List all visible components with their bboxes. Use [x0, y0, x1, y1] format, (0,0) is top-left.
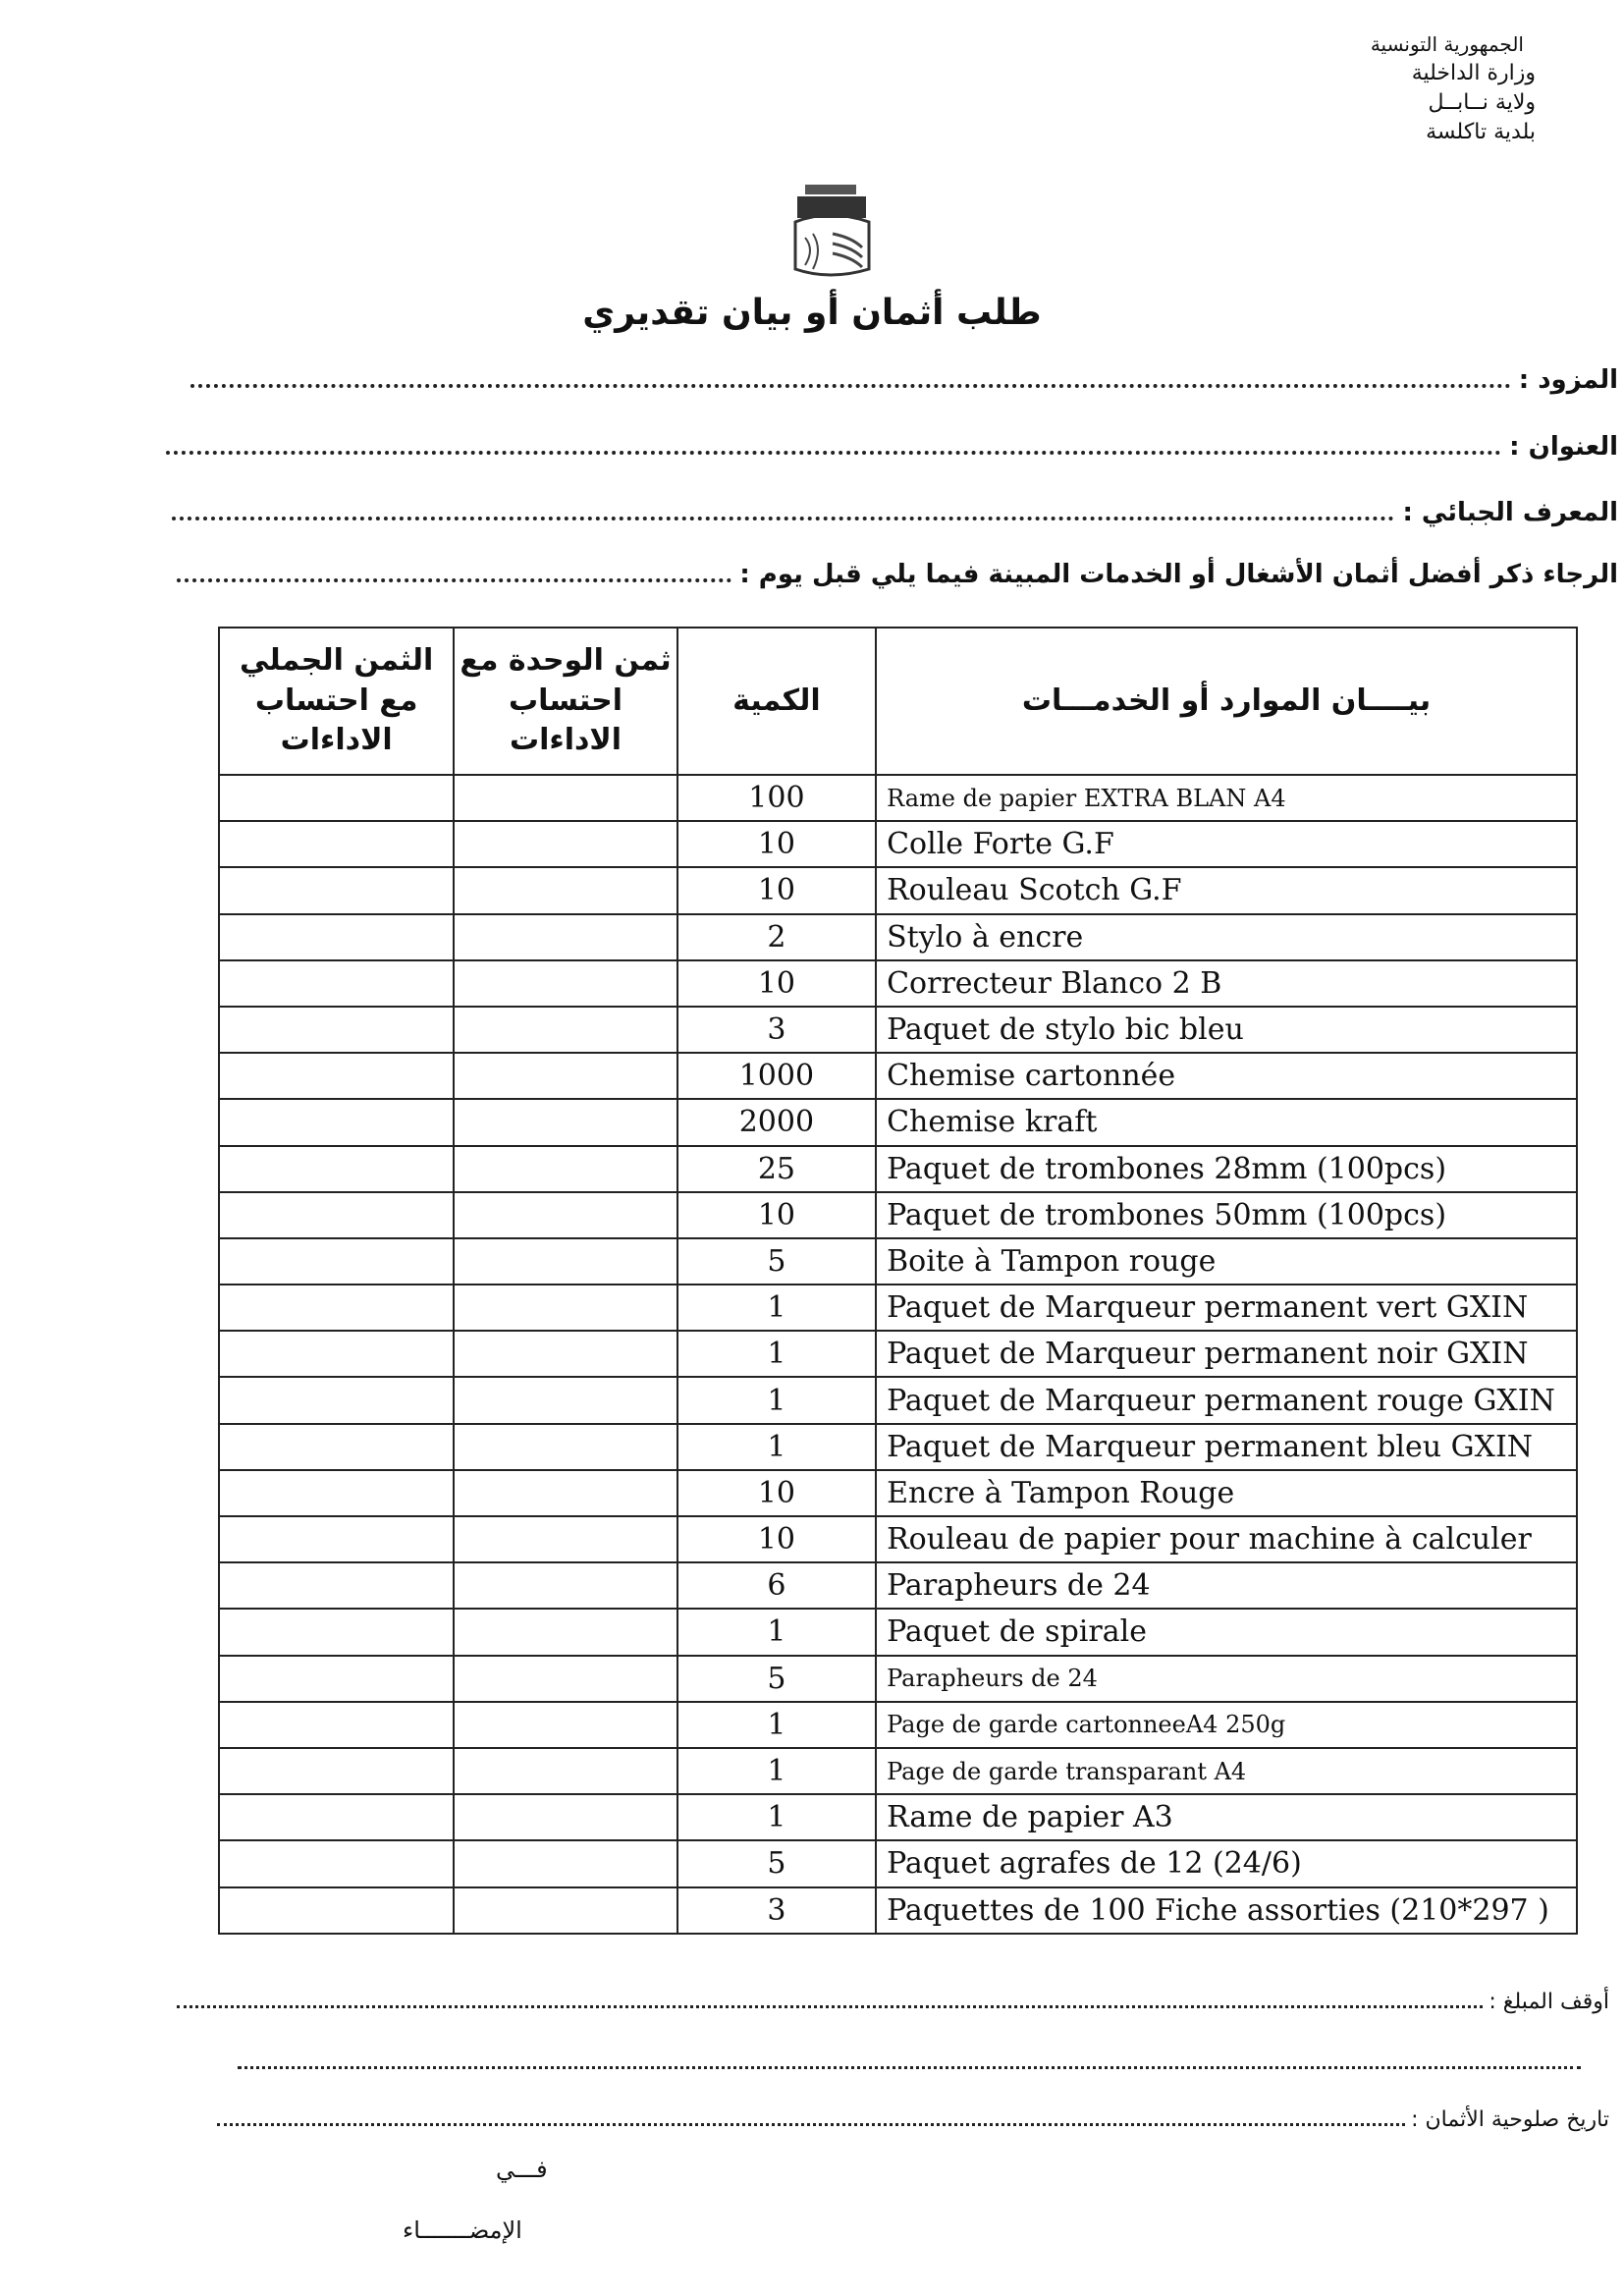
unit-price-cell[interactable] [454, 1331, 677, 1377]
items-table [218, 627, 1578, 1935]
total-price-cell[interactable] [219, 1470, 454, 1516]
unit-price-cell[interactable] [454, 1748, 677, 1794]
description-cell: Rouleau Scotch G.F [876, 867, 1577, 913]
quantity-cell: 3 [677, 1887, 876, 1934]
quantity-cell: 1 [677, 1748, 876, 1794]
total-price-cell[interactable] [219, 1285, 454, 1331]
unit-price-cell[interactable] [454, 1238, 677, 1285]
description-cell: Paquet de Marqueur permanent rouge GXIN [876, 1377, 1577, 1423]
table-header-row [219, 628, 1577, 775]
table-row [219, 1656, 1577, 1702]
description-cell: Paquet de Marqueur permanent noir GXIN [876, 1331, 1577, 1377]
description-cell: Chemise cartonnée [876, 1053, 1577, 1099]
description-cell: Boite à Tampon rouge [876, 1238, 1577, 1285]
tax-id-label: المعرف الجبائي : [1402, 498, 1618, 527]
address-input-line[interactable] [166, 451, 1501, 455]
description-cell: Page de garde cartonneeA4 250g [876, 1702, 1577, 1748]
quantity-cell: 1000 [677, 1053, 876, 1099]
unit-price-header: ثمن الوحدة مع احتساب الاداءات [454, 628, 677, 775]
table-row [219, 1192, 1577, 1238]
request-date-input-line[interactable] [177, 578, 731, 582]
total-price-cell[interactable] [219, 775, 454, 821]
total-price-cell[interactable] [219, 1377, 454, 1423]
unit-price-cell[interactable] [454, 1516, 677, 1562]
quantity-cell: 3 [677, 1007, 876, 1053]
amount-continuation-line[interactable] [238, 2066, 1581, 2069]
quantity-cell: 5 [677, 1840, 876, 1886]
unit-price-cell[interactable] [454, 1007, 677, 1053]
table-row [219, 867, 1577, 913]
total-price-cell[interactable] [219, 1053, 454, 1099]
amount-field [177, 1990, 1609, 2014]
unit-price-cell[interactable] [454, 1053, 677, 1099]
quantity-cell: 1 [677, 1285, 876, 1331]
republic-name: الجمهورية التونسية [1370, 32, 1524, 56]
tax-id-field [172, 498, 1618, 527]
amount-label: أوقف المبلغ : [1489, 1990, 1609, 2014]
quantity-cell: 10 [677, 1516, 876, 1562]
description-cell: Correcteur Blanco 2 B [876, 960, 1577, 1007]
quantity-cell: 2 [677, 914, 876, 960]
description-cell: Paquet de spirale [876, 1609, 1577, 1655]
table-row [219, 1146, 1577, 1192]
unit-price-cell[interactable] [454, 775, 677, 821]
supplier-field [190, 365, 1618, 395]
total-price-cell[interactable] [219, 1748, 454, 1794]
description-cell: Paquet de Marqueur permanent vert GXIN [876, 1285, 1577, 1331]
table-row [219, 1702, 1577, 1748]
letterhead [1280, 29, 1536, 147]
quantity-cell: 1 [677, 1702, 876, 1748]
quantity-cell: 5 [677, 1238, 876, 1285]
unit-price-cell[interactable] [454, 1377, 677, 1423]
table-row [219, 1748, 1577, 1794]
table-row [219, 1331, 1577, 1377]
quantity-cell: 1 [677, 1609, 876, 1655]
request-label: الرجاء ذكر أفضل أثمان الأشغال أو الخدمات المبينة فيما يلي قبل يوم : [739, 560, 1618, 589]
table-row [219, 1099, 1577, 1145]
unit-price-cell[interactable] [454, 1794, 677, 1840]
unit-price-cell[interactable] [454, 1656, 677, 1702]
total-price-cell[interactable] [219, 1840, 454, 1886]
supplier-label: المزود : [1518, 365, 1618, 395]
description-cell: Rame de papier A3 [876, 1794, 1577, 1840]
validity-label: تاريخ صلوحية الأثمان : [1411, 2107, 1609, 2132]
table-row [219, 775, 1577, 821]
description-cell: Paquettes de 100 Fiche assorties (210*297 ) [876, 1887, 1577, 1934]
total-price-cell[interactable] [219, 1007, 454, 1053]
governorate-name: ولاية نــابــل [1428, 90, 1536, 115]
tax-id-input-line[interactable] [172, 517, 1394, 520]
description-cell: Paquet de Marqueur permanent bleu GXIN [876, 1424, 1577, 1470]
unit-price-cell[interactable] [454, 1192, 677, 1238]
description-header: بيــــان الموارد أو الخدمـــات [876, 628, 1577, 775]
quantity-cell: 100 [677, 775, 876, 821]
request-field [177, 560, 1618, 589]
unit-price-cell[interactable] [454, 1562, 677, 1609]
total-price-cell[interactable] [219, 1516, 454, 1562]
quantity-cell: 1 [677, 1377, 876, 1423]
quantity-cell: 10 [677, 1192, 876, 1238]
address-field [166, 432, 1618, 462]
unit-price-cell[interactable] [454, 1609, 677, 1655]
table-row [219, 1007, 1577, 1053]
total-price-header: الثمن الجملي مع احتساب الاداءات [219, 628, 454, 775]
unit-price-cell[interactable] [454, 1840, 677, 1886]
total-price-cell[interactable] [219, 914, 454, 960]
total-price-cell[interactable] [219, 1192, 454, 1238]
table-row [219, 821, 1577, 867]
total-price-cell[interactable] [219, 1562, 454, 1609]
table-row [219, 1794, 1577, 1840]
description-cell: Paquet de trombones 28mm (100pcs) [876, 1146, 1577, 1192]
validity-field [217, 2107, 1609, 2132]
description-cell: Paquet de stylo bic bleu [876, 1007, 1577, 1053]
table-row [219, 1840, 1577, 1886]
unit-price-cell[interactable] [454, 1146, 677, 1192]
total-price-cell[interactable] [219, 1331, 454, 1377]
total-price-cell[interactable] [219, 1238, 454, 1285]
municipality-name: بلدية تاكلسة [1426, 120, 1536, 144]
total-price-cell[interactable] [219, 1609, 454, 1655]
total-price-cell[interactable] [219, 1702, 454, 1748]
quantity-cell: 6 [677, 1562, 876, 1609]
document-title: طلب أثمان أو بيان تقديري [582, 293, 1042, 333]
unit-price-cell[interactable] [454, 1702, 677, 1748]
unit-price-cell[interactable] [454, 1285, 677, 1331]
total-price-cell[interactable] [219, 960, 454, 1007]
description-cell: Rouleau de papier pour machine à calculer [876, 1516, 1577, 1562]
description-cell: Paquet de trombones 50mm (100pcs) [876, 1192, 1577, 1238]
total-price-cell[interactable] [219, 867, 454, 913]
description-cell: Page de garde transparant A4 [876, 1748, 1577, 1794]
total-price-cell[interactable] [219, 1887, 454, 1934]
unit-price-cell[interactable] [454, 1424, 677, 1470]
unit-price-cell[interactable] [454, 1470, 677, 1516]
total-price-cell[interactable] [219, 1146, 454, 1192]
total-price-cell[interactable] [219, 1424, 454, 1470]
description-cell: Rame de papier EXTRA BLAN A4 [876, 775, 1577, 821]
municipality-emblem-icon [776, 179, 884, 287]
quantity-cell: 25 [677, 1146, 876, 1192]
table-row [219, 1887, 1577, 1934]
description-cell: Chemise kraft [876, 1099, 1577, 1145]
total-price-cell[interactable] [219, 1656, 454, 1702]
quantity-cell: 10 [677, 1470, 876, 1516]
table-row [219, 1609, 1577, 1655]
unit-price-cell[interactable] [454, 1887, 677, 1934]
quantity-cell: 5 [677, 1656, 876, 1702]
ministry-name: وزارة الداخلية [1411, 61, 1536, 85]
address-label: العنوان : [1509, 432, 1618, 462]
description-cell: Parapheurs de 24 [876, 1562, 1577, 1609]
description-cell: Parapheurs de 24 [876, 1656, 1577, 1702]
unit-price-cell[interactable] [454, 821, 677, 867]
table-row [219, 1238, 1577, 1285]
quantity-cell: 1 [677, 1794, 876, 1840]
description-cell: Encre à Tampon Rouge [876, 1470, 1577, 1516]
unit-price-cell[interactable] [454, 867, 677, 913]
amount-input-line[interactable] [177, 2005, 1483, 2008]
place-label: فـــي [496, 2156, 548, 2183]
quantity-cell: 10 [677, 867, 876, 913]
unit-price-cell[interactable] [454, 914, 677, 960]
table-row [219, 1285, 1577, 1331]
table-row [219, 1470, 1577, 1516]
supplier-input-line[interactable] [190, 384, 1511, 388]
total-price-cell[interactable] [219, 1794, 454, 1840]
table-row [219, 1516, 1577, 1562]
description-cell: Paquet agrafes de 12 (24/6) [876, 1840, 1577, 1886]
quantity-cell: 1 [677, 1424, 876, 1470]
quantity-header: الكمية [677, 628, 876, 775]
quantity-cell: 10 [677, 960, 876, 1007]
total-price-cell[interactable] [219, 821, 454, 867]
description-cell: Colle Forte G.F [876, 821, 1577, 867]
unit-price-cell[interactable] [454, 1099, 677, 1145]
unit-price-cell[interactable] [454, 960, 677, 1007]
table-row [219, 1377, 1577, 1423]
signature-label: الإمضـــــــاء [403, 2216, 522, 2244]
quantity-cell: 2000 [677, 1099, 876, 1145]
table-row [219, 1424, 1577, 1470]
validity-input-line[interactable] [217, 2123, 1405, 2126]
table-row [219, 1562, 1577, 1609]
table-row [219, 914, 1577, 960]
quantity-cell: 10 [677, 821, 876, 867]
quantity-cell: 1 [677, 1331, 876, 1377]
description-cell: Stylo à encre [876, 914, 1577, 960]
total-price-cell[interactable] [219, 1099, 454, 1145]
table-row [219, 960, 1577, 1007]
table-row [219, 1053, 1577, 1099]
